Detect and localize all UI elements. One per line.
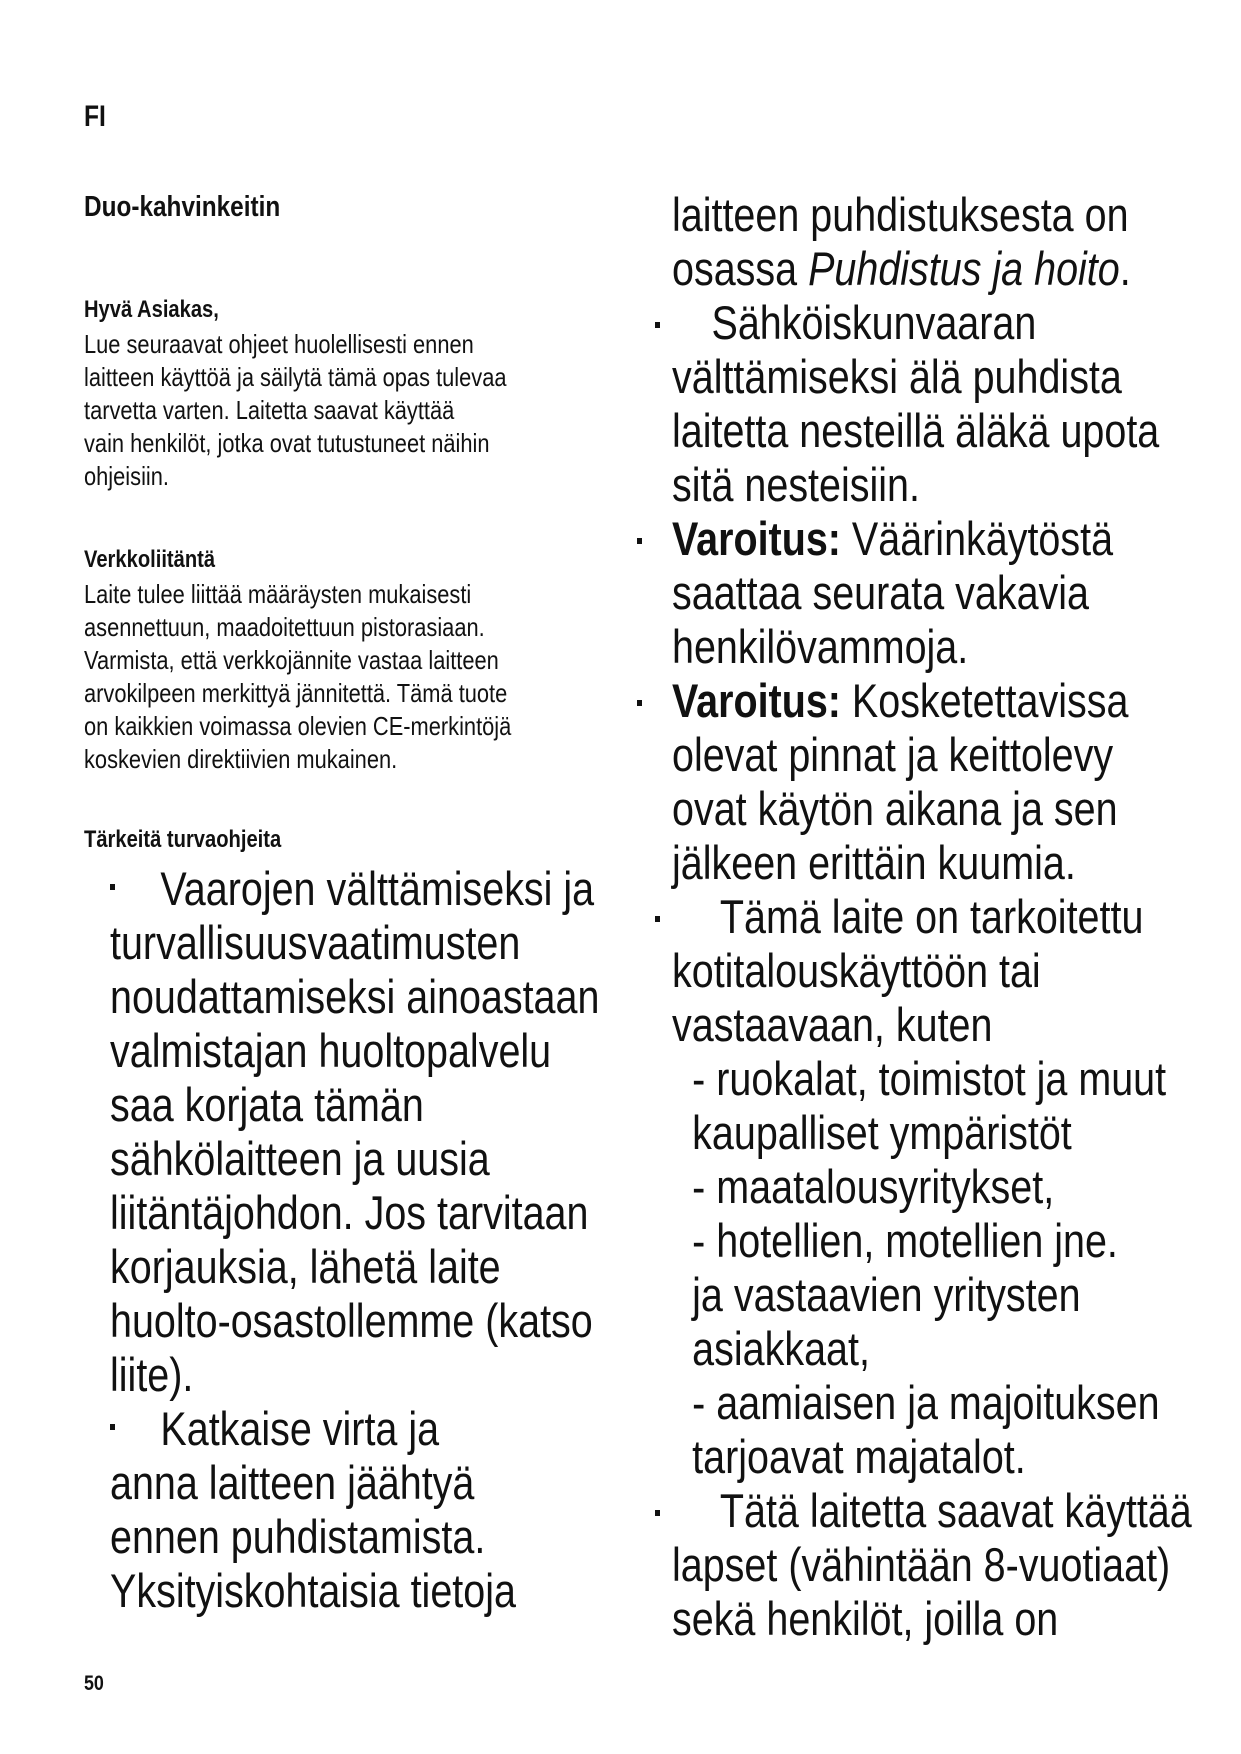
bullet-line: liitäntäjohdon. Jos tarvitaan [110,1186,589,1239]
language-code: FI [84,100,106,133]
bullet-line: korjauksia, lähetä laite [110,1240,501,1293]
bullet-line: ovat käytön aikana ja sen [672,782,1118,835]
sub-line: ja vastaavien yritysten [692,1268,1081,1321]
warning-hot-surfaces [672,674,1232,890]
mains-paragraph [84,578,511,776]
bullet-line: laitetta nesteillä äläkä upota [672,404,1160,457]
intro-line: vain henkilöt, jotka ovat tutustuneet näihin [84,428,490,458]
bullet-line: Yksityiskohtaisia tietoja [110,1564,516,1617]
mains-line: Laite tulee liittää määräysten mukaisesti [84,579,472,609]
mains-line: Varmista, että verkkojännite vastaa laitteen [84,645,499,675]
bullet-line: kotitalouskäyttöön tai [672,944,1041,997]
safety-bullets-left [110,862,670,1618]
intro-line: ohjeisiin. [84,461,169,491]
sub-line: tarjoavat majatalot. [692,1430,1026,1483]
bullet-line: sähkölaitteen ja uusia [110,1132,490,1185]
bullet-line: liite). [110,1348,194,1401]
right-column [672,188,1232,1646]
sub-line: kaupalliset ympäristöt [692,1106,1072,1159]
bullet-line: Tätä laitetta saavat käyttää [719,1484,1192,1537]
bullet-electric-shock [672,296,1232,512]
intro-line: laitteen käyttöä ja säilytä tämä opas tulevaa [84,362,507,392]
intro-line: Lue seuraavat ohjeet huolellisesti ennen [84,329,474,359]
mains-line: koskevien direktiivien mukainen. [84,744,398,774]
bullet-repair [110,862,670,1402]
bullet-line: Tämä laite on tarkoitettu [719,890,1144,943]
document-title: Duo-kahvinkeitin [84,191,281,223]
bullet-line: turvallisuusvaatimusten [110,916,521,969]
bullet-icon [655,322,660,328]
warning-label: Varoitus: [672,674,841,727]
bullet-icon [637,700,642,706]
bullet-line: saattaa seurata vakavia [672,566,1089,619]
bullet-icon [655,1510,660,1516]
greeting-heading: Hyvä Asiakas, [84,296,219,323]
bullet-line: olevat pinnat ja keittolevy [672,728,1114,781]
warning-label: Varoitus: [672,512,841,565]
mains-heading: Verkkoliitäntä [84,546,216,573]
intro-line: tarvetta varten. Laitetta saavat käyttää [84,395,455,425]
bullet-line: sekä henkilöt, joilla on [672,1592,1059,1645]
sub-line: - aamiaisen ja majoituksen [692,1376,1160,1429]
bullet-line: sitä nesteisiin. [672,458,920,511]
bullet-line: Katkaise virta ja [160,1402,440,1455]
bullet-line: vastaavaan, kuten [672,998,993,1051]
bullet-line: Varoitus: Väärinkäytöstä [672,512,1114,565]
bullet-line: huolto-osastollemme (katso [110,1294,593,1347]
bullet-icon [655,916,660,922]
bullet-line: saa korjata tämän [110,1078,424,1131]
bullet-line: Varoitus: Kosketettavissa [672,674,1129,727]
continued-line: osassa Puhdistus ja hoito. [672,242,1131,295]
bullet-line: noudattamiseksi ainoastaan [110,970,600,1023]
mains-line: arvokilpeen merkittyä jännitettä. Tämä tuote [84,678,508,708]
page-number: 50 [84,1672,104,1695]
bullet-icon [637,538,642,544]
bullet-line: Sähköiskunvaaran [711,296,1037,349]
bullet-line: välttämiseksi älä puhdista [672,350,1122,403]
safety-heading: Tärkeitä turvaohjeita [84,826,282,853]
mains-line: on kaikkien voimassa olevien CE-merkintöjä [84,711,512,741]
bullet-line: ennen puhdistamista. [110,1510,486,1563]
sub-line: - hotellien, motellien jne. [692,1214,1118,1267]
bullet-children [672,1484,1232,1646]
bullet-line: lapset (vähintään 8-vuotiaat) [672,1538,1171,1591]
bullet-line: anna laitteen jäähtyä [110,1456,475,1509]
bullet-cooldown [110,1402,670,1618]
intro-paragraph [84,328,506,493]
bullet-line: Vaarojen välttämiseksi ja [160,862,595,915]
bullet-line: henkilövammoja. [672,620,969,673]
sub-line: - ruokalat, toimistot ja muut [692,1052,1167,1105]
continued-line: laitteen puhdistuksesta on [672,188,1129,241]
bullet-household-use [672,890,1232,1484]
bullet-line: jälkeen erittäin kuumia. [672,836,1076,889]
section-reference: Puhdistus ja hoito [808,242,1120,295]
warning-misuse [672,512,1232,674]
mains-line: asennettuun, maadoitettuun pistorasiaan. [84,612,485,642]
sub-line: - maatalousyritykset, [692,1160,1055,1213]
sub-line: asiakkaat, [692,1322,870,1375]
bullet-line: valmistajan huoltopalvelu [110,1024,552,1077]
